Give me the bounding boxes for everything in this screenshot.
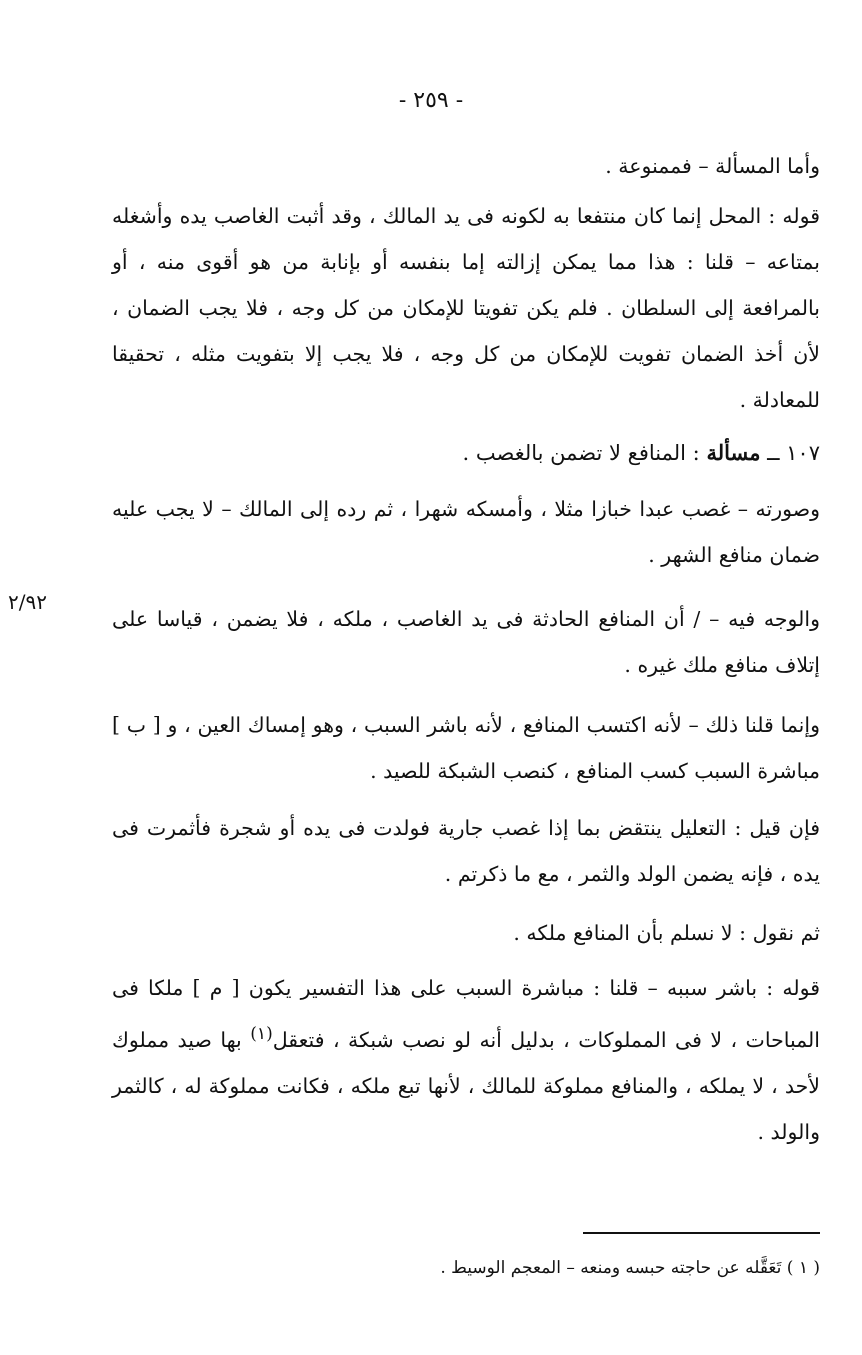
section-heading: [112, 430, 820, 476]
margin-note: ٢/٩٢: [8, 590, 47, 614]
paragraph-8: [112, 965, 820, 1155]
footnote: ( ١ ) تَعَقَّله عن حاجته حبسه ومنعه – المعجم الوسيط .: [440, 1258, 820, 1278]
heading-label: مسألة: [706, 440, 761, 465]
footnote-divider: [583, 1232, 820, 1234]
paragraph-4: والوجه فيه – / أن المنافع الحادثة فى يد الغاصب ، ملكه ، فلا يضمن ، قياسا على إتلاف منافع ملك غيره .: [112, 607, 820, 677]
paragraph-7: ثم نقول : لا نسلم بأن المنافع ملكه .: [513, 921, 820, 945]
footnote-reference: (١): [250, 1024, 273, 1044]
paragraph-1: وأما المسألة – فممنوعة .: [605, 154, 820, 178]
paragraph-8-part-1: قوله : باشر سببه – قلنا : مباشرة السبب على هذا التفسير يكون [ م ] ملكا فى المباحات ، لا فى المملوكات ، بدليل أنه لو نصب شبكة ، فتعقل: [112, 976, 820, 1052]
paragraph-5: وإنما قلنا ذلك – لأنه اكتسب المنافع ، لأنه باشر السبب ، وهو إمساك العين ، و [ ب ] مباشرة السبب كسب المنافع ، كنصب الشبكة للصيد .: [112, 713, 820, 783]
page-number: - ٢٥٩ -: [398, 88, 464, 113]
heading-text: : المنافع لا تضمن بالغصب .: [462, 441, 700, 465]
heading-number: ١٠٧ ــ: [767, 441, 820, 465]
paragraph-6: فإن قيل : التعليل ينتقض بما إذا غصب جارية فولدت فى يده أو شجرة فأثمرت فى يده ، فإنه يضمن الولد والثمر ، مع ما ذكرتم .: [112, 816, 820, 886]
paragraph-8-part-2: بها صيد مملوك لأحد ، لا يملكه ، والمنافع مملوكة للمالك ، لأنها تبع ملكه ، فكانت مملوكة له ، كالثمر والولد .: [112, 1027, 820, 1144]
paragraph-2: قوله : المحل إنما كان منتفعا به لكونه فى يد المالك ، وقد أثبت الغاصب يده وأشغله بمتاعه – قلنا : هذا مما يمكن إزالته إما بنفسه أو بإنابة من هو أقوى منه ، أو بالمرافعة إلى السلطان . فلم يكن تفويتا للإمكان من كل وجه ، فلا يجب الضمان ، لأن أخذ الضمان تفويت للإمكان من كل وجه ، فلا يجب إلا بتفويت مثله ، تحقيقا للمعادلة .: [112, 204, 820, 412]
paragraph-3: وصورته – غصب عبدا خبازا مثلا ، وأمسكه شهرا ، ثم رده إلى المالك – لا يجب عليه ضمان منافع الشهر .: [112, 497, 820, 567]
